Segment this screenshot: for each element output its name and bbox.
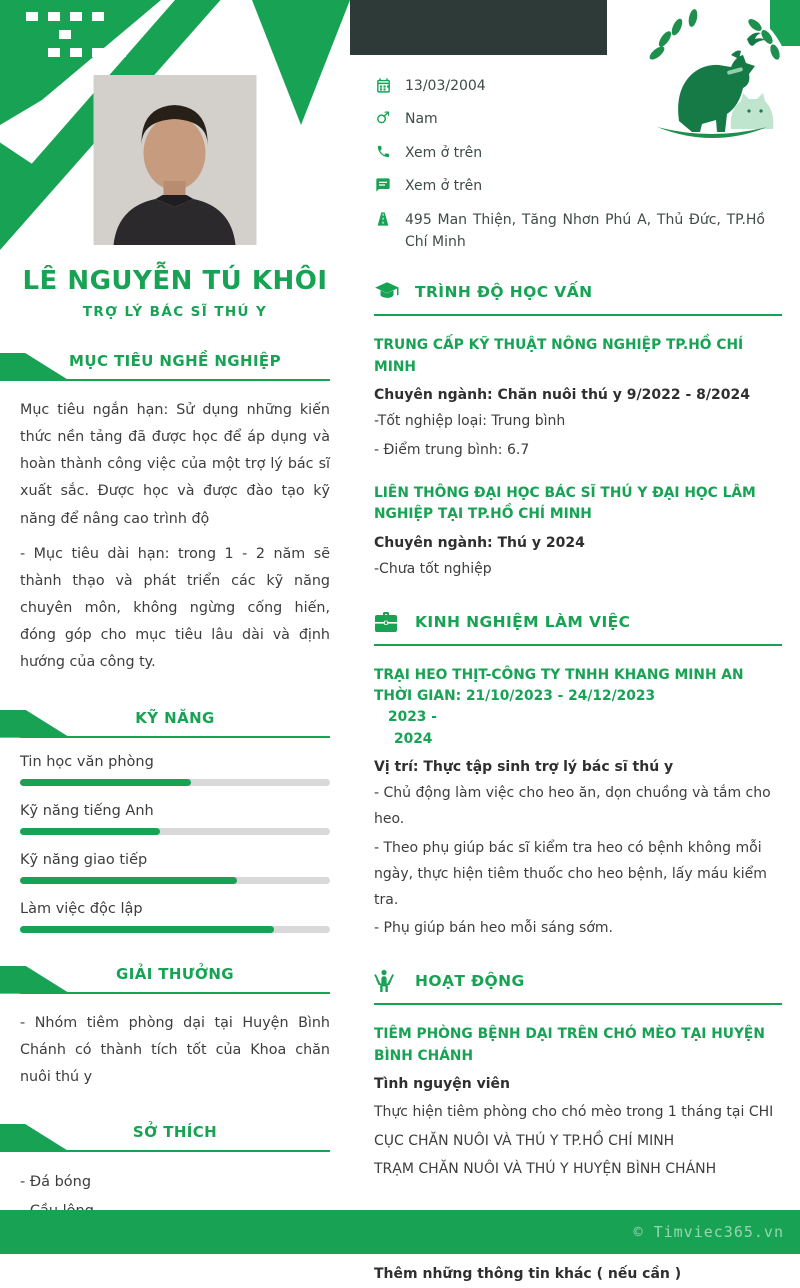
hobby-item: - Đá bóng	[20, 1174, 92, 1191]
skill-bar-fill	[20, 828, 160, 835]
dark-bar-decoration	[350, 0, 607, 55]
skill-item	[20, 754, 330, 786]
activity-entry	[374, 1024, 782, 1184]
person-cheering-icon	[374, 969, 400, 993]
education-entry	[374, 483, 782, 583]
header-ribbon-decoration	[0, 1124, 70, 1152]
briefcase-icon	[374, 610, 400, 634]
section-title: MỤC TIÊU NGHỀ NGHIỆP	[69, 352, 281, 370]
section-title: GIẢI THƯỞNG	[116, 964, 234, 983]
experience-detail: - Theo phụ giúp bác sĩ kiểm tra heo có bệnh không mỗi ngày, thực hiện tiêm thuốc cho heo bệnh, lấy máu kiểm tra.	[374, 839, 767, 908]
square-decoration	[48, 12, 60, 21]
section-title: KỸ NĂNG	[135, 708, 215, 727]
activity-detail: Thực hiện tiêm phòng cho chó mèo trong 1 tháng tại CHI	[374, 1104, 774, 1121]
activity-detail: CỤC CHĂN NUÔI VÀ THÚ Y TP.HỒ CHÍ MINH	[374, 1132, 675, 1149]
section-experience	[374, 610, 782, 943]
section-header-objective	[20, 346, 330, 381]
objective-paragraph: Mục tiêu ngắn hạn: Sử dụng những kiến thức nền tảng đã được học để áp dụng và hoàn thành công việc của một trợ lý bác sĩ xuất sắc. Được học và được đào tạo kỹ năng để nâng cao trình độ	[20, 402, 330, 527]
experience-detail: - Chủ động làm việc cho heo ăn, dọn chuồng và tắm cho heo.	[374, 785, 771, 827]
activity-name: TIÊM PHÒNG BỆNH DẠI TRÊN CHÓ MÈO TẠI HUYỆN BÌNH CHÁNH	[374, 1026, 765, 1064]
skill-item	[20, 901, 330, 933]
education-detail: - Điểm trung bình: 6.7	[374, 441, 530, 458]
graduation-cap-icon	[374, 280, 400, 304]
square-decoration	[92, 48, 104, 57]
square-decoration	[59, 30, 71, 39]
phone-icon	[374, 143, 392, 161]
experience-entry	[374, 665, 782, 943]
experience-detail: - Phụ giúp bán heo mỗi sáng sớm.	[374, 920, 613, 937]
skill-label: Tin học văn phòng	[20, 753, 154, 770]
profile-photo	[94, 75, 257, 245]
education-detail: -Chưa tốt nghiệp	[374, 560, 492, 577]
skill-bar-track	[20, 877, 330, 884]
education-entry	[374, 335, 782, 464]
skill-bar-fill	[20, 779, 191, 786]
skill-bar-track	[20, 926, 330, 933]
skill-label: Kỹ năng tiếng Anh	[20, 802, 154, 819]
footer-bar	[0, 1210, 800, 1254]
section-title: HOẠT ĐỘNG	[415, 972, 525, 991]
additional-info-text: Thêm những thông tin khác ( nếu cần )	[374, 1266, 682, 1283]
skill-item	[20, 852, 330, 884]
calendar-icon	[374, 76, 392, 94]
section-header-hobbies	[20, 1117, 330, 1152]
objective-paragraph: - Mục tiêu dài hạn: trong 1 - 2 năm sẽ thành thạo và phát triển các kỹ năng chuyên môn, không ngừng cống hiến, đóng góp cho mục tiêu lâu dài và định hướng của công ty.	[20, 545, 330, 671]
section-title: TRÌNH ĐỘ HỌC VẤN	[415, 283, 593, 302]
section-objective	[20, 346, 330, 677]
header-ribbon-decoration	[0, 353, 70, 381]
work-period: 2024	[394, 730, 433, 747]
work-period: 2023 -	[388, 709, 437, 726]
major: Chuyên ngành: Thú y 2024	[374, 534, 585, 551]
contact-text: 13/03/2004	[405, 78, 486, 94]
square-decoration	[70, 12, 82, 21]
contact-text: 495 Man Thiện, Tăng Nhơn Phú A, Thủ Đức, TP.Hồ Chí Minh	[405, 211, 765, 250]
gender-icon	[374, 109, 392, 127]
skill-bar-track	[20, 828, 330, 835]
skill-item	[20, 803, 330, 835]
skill-bar-fill	[20, 877, 237, 884]
section-header-skills	[20, 703, 330, 738]
veterinary-logo	[635, 3, 790, 158]
square-decoration	[48, 48, 60, 57]
section-title: KINH NGHIỆM LÀM VIỆC	[415, 612, 631, 631]
section-awards	[20, 959, 330, 1091]
watermark: © Timviec365.vn	[633, 1223, 784, 1241]
awards-text: - Nhóm tiêm phòng dại tại Huyện Bình Chánh có thành tích tốt của Khoa chăn nuôi thú y	[20, 1014, 330, 1085]
additional-info-entry	[374, 1266, 782, 1282]
profile-name: LÊ NGUYỄN TÚ KHÔI	[22, 266, 328, 296]
contact-text: Xem ở trên	[405, 144, 483, 161]
contact-text: Xem ở trên	[405, 178, 483, 195]
section-activities	[374, 969, 782, 1184]
contact-item-address	[374, 209, 782, 254]
left-header-decoration	[0, 0, 350, 250]
square-decoration	[70, 48, 82, 57]
right-header-decoration	[350, 0, 800, 55]
contact-text: Nam	[405, 111, 438, 128]
profile-job-title: TRỢ LÝ BÁC SĨ THÚ Y	[82, 304, 268, 320]
header-ribbon-decoration	[0, 710, 70, 738]
company-name: TRẠI HEO THỊT-CÔNG TY TNHH KHANG MINH AN	[374, 666, 744, 683]
education-detail: -Tốt nghiệp loại: Trung bình	[374, 413, 566, 430]
school-name: TRUNG CẤP KỸ THUẬT NÔNG NGHIỆP TP.HỒ CHÍ MINH	[374, 337, 744, 375]
work-period: THỜI GIAN: 21/10/2023 - 24/12/2023	[374, 687, 656, 704]
square-decoration	[92, 12, 104, 21]
skill-label: Làm việc độc lập	[20, 900, 143, 917]
skill-bar-track	[20, 779, 330, 786]
position: Vị trí: Thực tập sinh trợ lý bác sĩ thú y	[374, 759, 674, 776]
contact-item-email	[374, 175, 782, 197]
section-header-awards	[20, 959, 330, 994]
male-symbol: ♂	[375, 108, 391, 128]
section-header-experience	[374, 610, 782, 646]
section-header-activities	[374, 969, 782, 1005]
section-header-education	[374, 280, 782, 316]
activity-detail: TRẠM CHĂN NUÔI VÀ THÚ Y HUYỆN BÌNH CHÁNH	[374, 1161, 717, 1178]
section-skills	[20, 703, 330, 933]
header-ribbon-decoration	[0, 966, 70, 994]
skill-bar-fill	[20, 926, 274, 933]
activity-role: Tình nguyện viên	[374, 1076, 510, 1093]
major: Chuyên ngành: Chăn nuôi thú y 9/2022 - 8/2024	[374, 387, 750, 404]
right-column	[350, 0, 800, 1288]
section-title: SỞ THÍCH	[132, 1123, 218, 1142]
message-icon	[374, 176, 392, 194]
school-name: LIÊN THÔNG ĐẠI HỌC BÁC SĨ THÚ Y ĐẠI HỌC LÂM NGHIỆP TẠI TP.HỒ CHÍ MINH	[374, 484, 756, 523]
section-education	[374, 280, 782, 582]
square-decoration	[114, 48, 126, 57]
square-decoration	[26, 12, 38, 21]
left-column	[0, 0, 350, 1255]
address-icon	[374, 210, 392, 228]
skill-label: Kỹ năng giao tiếp	[20, 851, 148, 868]
